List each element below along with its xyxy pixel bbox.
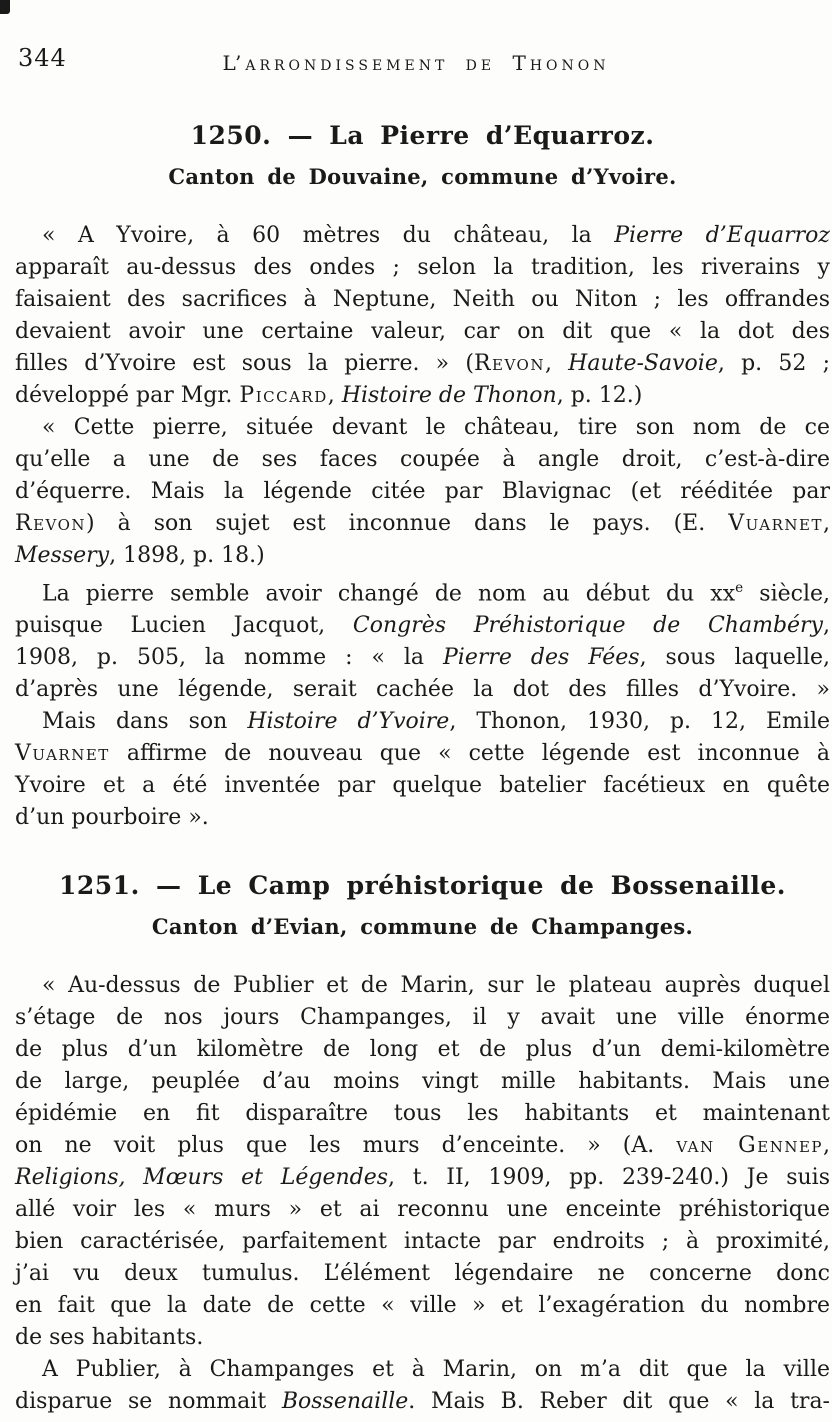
body-text: filles d’Yvoire est sous la pierre. » ( bbox=[15, 351, 474, 376]
text-line bbox=[15, 738, 830, 770]
text-line bbox=[15, 1354, 830, 1386]
body-text: , 1898, p. 18.) bbox=[109, 543, 265, 568]
text-line bbox=[15, 540, 830, 572]
body-text: épidémie en fit disparaître tous les habitants et maintenant bbox=[15, 1101, 830, 1126]
body-text: qu’elle a une de ses faces coupée à angle droit, c’est-à-dire bbox=[15, 447, 830, 472]
italic-text: Congrès Préhistorique de Chambéry bbox=[352, 613, 823, 639]
text-line bbox=[15, 1258, 830, 1290]
body-text: faisaient des sacrifices à Neptune, Neith ou Niton ; les offrandes bbox=[15, 287, 830, 312]
body-text: de large, peuplée d’au moins vingt mille habitants. Mais une bbox=[15, 1069, 830, 1094]
body-text: apparaît au-dessus des ondes ; selon la tradition, les riverains y bbox=[15, 255, 830, 280]
body-text: d’équerre. Mais la légende citée par Blavignac (et rééditée par bbox=[15, 479, 830, 504]
body-text: allé voir les « murs » et ai reconnu une enceinte préhistorique bbox=[15, 1197, 830, 1222]
italic-text: Pierre des Fées bbox=[443, 645, 640, 671]
body-text: j’ai vu deux tumulus. L’élément légendaire ne concerne donc bbox=[15, 1261, 830, 1286]
body-text: de plus d’un kilomètre de long et de plus d’un demi-kilomètre bbox=[15, 1037, 830, 1062]
text-line bbox=[15, 802, 830, 834]
text-line bbox=[15, 970, 830, 1002]
body-text: « Cette pierre, située devant le château, tire son nom de ce bbox=[42, 415, 830, 440]
text-line bbox=[15, 1386, 830, 1418]
text-line bbox=[15, 316, 830, 348]
text-line bbox=[15, 1290, 830, 1322]
text-line bbox=[15, 252, 830, 284]
body-text: Yvoire et a été inventée par quelque batelier facétieux en quête bbox=[15, 773, 830, 799]
body-text: , bbox=[544, 351, 569, 376]
body-text: , p. 12.) bbox=[556, 383, 643, 408]
body-text: d’après une légende, serait cachée la dot des filles d’Yvoire. » bbox=[15, 677, 830, 703]
text-line bbox=[15, 1162, 830, 1194]
running-head-title: L’arrondissement de Thonon bbox=[222, 51, 610, 75]
entry-1251-heading: 1251. — Le Camp préhistorique de Bossenaille. bbox=[59, 871, 786, 900]
text-line bbox=[15, 1194, 830, 1226]
text-line bbox=[15, 412, 830, 444]
body-text: , t. II, 1909, pp. 239-240.) Je suis bbox=[388, 1165, 830, 1190]
page-number: 344 bbox=[18, 44, 67, 72]
text-line bbox=[15, 220, 830, 252]
italic-text: Haute-Savoie bbox=[568, 351, 718, 376]
smallcaps-name: Revon bbox=[473, 351, 545, 376]
italic-text: Bossenaille bbox=[281, 1389, 409, 1414]
text-line bbox=[15, 770, 830, 802]
body-text: bien caractérisée, parfaitement intacte par endroits ; à proximité, bbox=[15, 1229, 830, 1254]
body-text: , bbox=[823, 1133, 830, 1158]
body-text: devaient avoir une certaine valeur, car on dit que « la dot des bbox=[15, 319, 830, 344]
body-text: , bbox=[823, 613, 830, 639]
body-text: s’étage de nos jours Champanges, il y avait une ville énorme bbox=[15, 1005, 830, 1030]
italic-text: Pierre d’Equarroz bbox=[614, 223, 830, 248]
body-text: puisque Lucien Jacquot, bbox=[15, 613, 353, 639]
italic-text: Messery bbox=[15, 543, 110, 568]
text-line bbox=[15, 444, 830, 476]
body-text: siècle, bbox=[743, 581, 830, 607]
body-text: . Mais B. Reber dit que « la tra- bbox=[408, 1389, 830, 1414]
entry-1250-body bbox=[15, 220, 830, 834]
text-line bbox=[15, 348, 830, 380]
smallcaps-name: Vuarnet bbox=[728, 511, 823, 536]
text-line bbox=[15, 1034, 830, 1066]
body-text: ) à son sujet est inconnue dans le pays. (E. bbox=[86, 511, 729, 536]
smallcaps-name: van Gennep bbox=[676, 1133, 823, 1158]
body-text: , bbox=[327, 383, 342, 408]
italic-text: Histoire de Thonon bbox=[341, 383, 557, 408]
body-text: , bbox=[823, 511, 830, 536]
scan-artifact-corner-mark bbox=[0, 0, 10, 14]
text-line bbox=[15, 1226, 830, 1258]
smallcaps-name: Vuarnet bbox=[15, 741, 110, 767]
body-text: disparue se nommait bbox=[15, 1389, 282, 1414]
smallcaps-name: Piccard bbox=[239, 383, 328, 408]
body-text: , sous laquelle, bbox=[639, 645, 831, 671]
italic-text: Histoire d’Yvoire bbox=[247, 709, 450, 735]
body-text: « A Yvoire, à 60 mètres du château, la bbox=[42, 223, 615, 248]
text-line bbox=[15, 642, 830, 674]
smallcaps-name: Revon bbox=[15, 511, 87, 536]
entry-1250-heading: 1250. — La Pierre d’Equarroz. bbox=[190, 121, 655, 150]
body-text: 1908, p. 505, la nomme : « la bbox=[15, 645, 443, 671]
text-line bbox=[15, 1066, 830, 1098]
text-line bbox=[15, 1322, 830, 1354]
body-text: développé par Mgr. bbox=[15, 383, 240, 408]
text-line bbox=[15, 1002, 830, 1034]
text-line bbox=[15, 674, 830, 706]
body-text: La pierre semble avoir changé de nom au début du xx bbox=[42, 581, 736, 607]
text-line bbox=[15, 706, 830, 738]
body-text: on ne voit plus que les murs d’enceinte. » (A. bbox=[15, 1133, 677, 1158]
text-line bbox=[15, 572, 830, 610]
text-line bbox=[15, 380, 830, 412]
entry-1251-subheading: Canton d’Evian, commune de Champanges. bbox=[151, 914, 694, 939]
entry-1250-subheading: Canton de Douvaine, commune d’Yvoire. bbox=[168, 164, 677, 189]
text-line bbox=[15, 476, 830, 508]
text-line bbox=[15, 610, 830, 642]
body-text: , Thonon, 1930, p. 12, Emile bbox=[449, 709, 831, 735]
text-line bbox=[15, 1098, 830, 1130]
body-text: en fait que la date de cette « ville » et l’exagération du nombre bbox=[15, 1293, 830, 1318]
text-line bbox=[15, 508, 830, 540]
body-text: , p. 52 ; bbox=[717, 351, 830, 376]
italic-text: Religions, Mœurs et Légendes bbox=[15, 1165, 389, 1190]
body-text: affirme de nouveau que « cette légende est inconnue à bbox=[109, 741, 830, 767]
body-text: « Au-dessus de Publier et de Marin, sur le plateau auprès duquel bbox=[42, 973, 830, 998]
body-text: A Publier, à Champanges et à Marin, on m’a dit que la ville bbox=[42, 1357, 830, 1382]
body-text: d’un pourboire ». bbox=[15, 805, 209, 831]
superscript: e bbox=[735, 580, 744, 596]
body-text: de ses habitants. bbox=[15, 1325, 204, 1350]
text-line bbox=[15, 1130, 830, 1162]
text-line bbox=[15, 284, 830, 316]
entry-1251-body bbox=[15, 970, 830, 1418]
body-text: Mais dans son bbox=[42, 709, 248, 735]
